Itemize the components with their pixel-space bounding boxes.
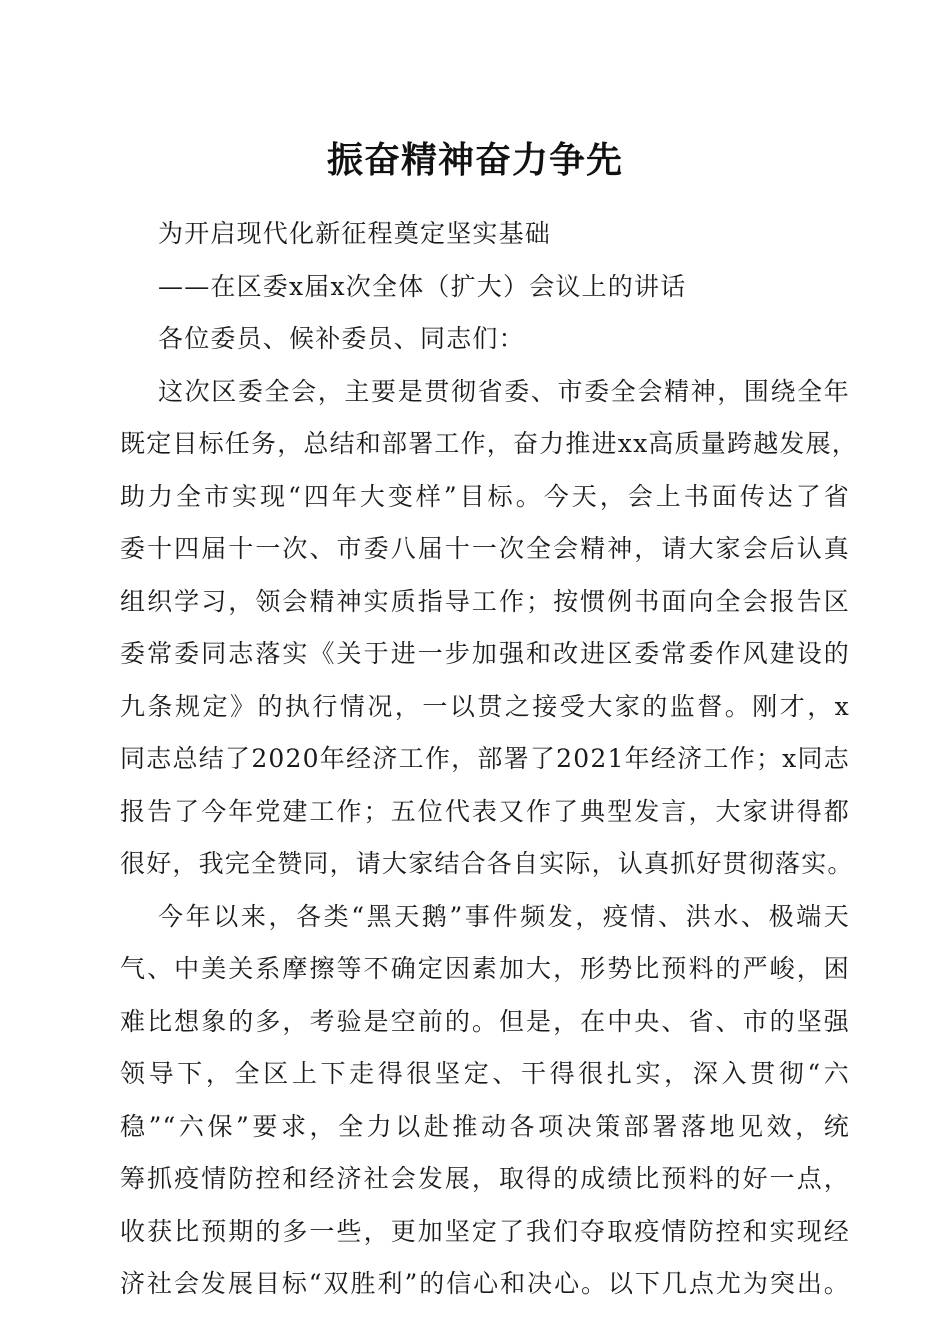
paragraph-line: 这次区委全会，主要是贯彻省委、市委全会精神，围绕全年 bbox=[158, 376, 850, 406]
paragraph-line: 既定目标任务，总结和部署工作，奋力推进xx高质量跨越发展， bbox=[120, 429, 859, 458]
paragraph-line: 气、中美关系摩擦等不确定因素加大，形势比预料的严峻，困 bbox=[120, 954, 850, 983]
byline: ——在区委x届x次全体（扩大）会议上的讲话 bbox=[158, 271, 687, 301]
paragraph-line: 助力全市实现“四年大变样”目标。今天，会上书面传达了省 bbox=[120, 481, 850, 511]
paragraph-line: 稳”“六保”要求，全力以赴推动各项决策部署落地见效，统 bbox=[120, 1111, 850, 1141]
paragraph-2 bbox=[120, 891, 850, 1311]
paragraph-line: 难比想象的多，考验是空前的。但是，在中央、省、市的坚强 bbox=[120, 1006, 850, 1036]
paragraph-line: 领导下，全区上下走得很坚定、干得很扎实，深入贯彻“六 bbox=[120, 1059, 850, 1088]
paragraph-line: 组织学习，领会精神实质指导工作；按惯例书面向全会报告区 bbox=[120, 586, 850, 616]
document-body bbox=[120, 208, 859, 1311]
document-title: 振奋精神奋力争先 bbox=[326, 139, 623, 181]
paragraph-line: 委十四届十一次、市委八届十一次全会精神，请大家会后认真 bbox=[120, 534, 850, 563]
paragraph-line: 报告了今年党建工作；五位代表又作了典型发言，大家讲得都 bbox=[120, 796, 850, 826]
salutation: 各位委员、候补委员、同志们： bbox=[158, 324, 525, 353]
paragraph-line: 筹抓疫情防控和经济社会发展，取得的成绩比预料的好一点， bbox=[120, 1164, 850, 1193]
paragraph-1 bbox=[120, 366, 859, 891]
paragraph-line: 九条规定》的执行情况，一以贯之接受大家的监督。刚才，x bbox=[120, 691, 850, 721]
paragraph-line: 很好，我完全赞同，请大家结合各自实际，认真抓好贯彻落实。 bbox=[120, 849, 854, 878]
paragraph-line: 收获比预期的多一些，更加坚定了我们夺取疫情防控和实现经 bbox=[120, 1216, 850, 1246]
paragraph-line: 委常委同志落实《关于进一步加强和改进区委常委作风建设的 bbox=[120, 639, 850, 668]
paragraph-line: 今年以来，各类“黑天鹅”事件频发，疫情、洪水、极端天 bbox=[158, 901, 850, 931]
paragraph-line: 济社会发展目标“双胜利”的信心和决心。以下几点尤为突出。 bbox=[120, 1269, 850, 1298]
paragraph-line: 同志总结了2020年经济工作，部署了2021年经济工作；x同志 bbox=[120, 744, 850, 773]
subtitle: 为开启现代化新征程奠定坚实基础 bbox=[158, 219, 552, 248]
